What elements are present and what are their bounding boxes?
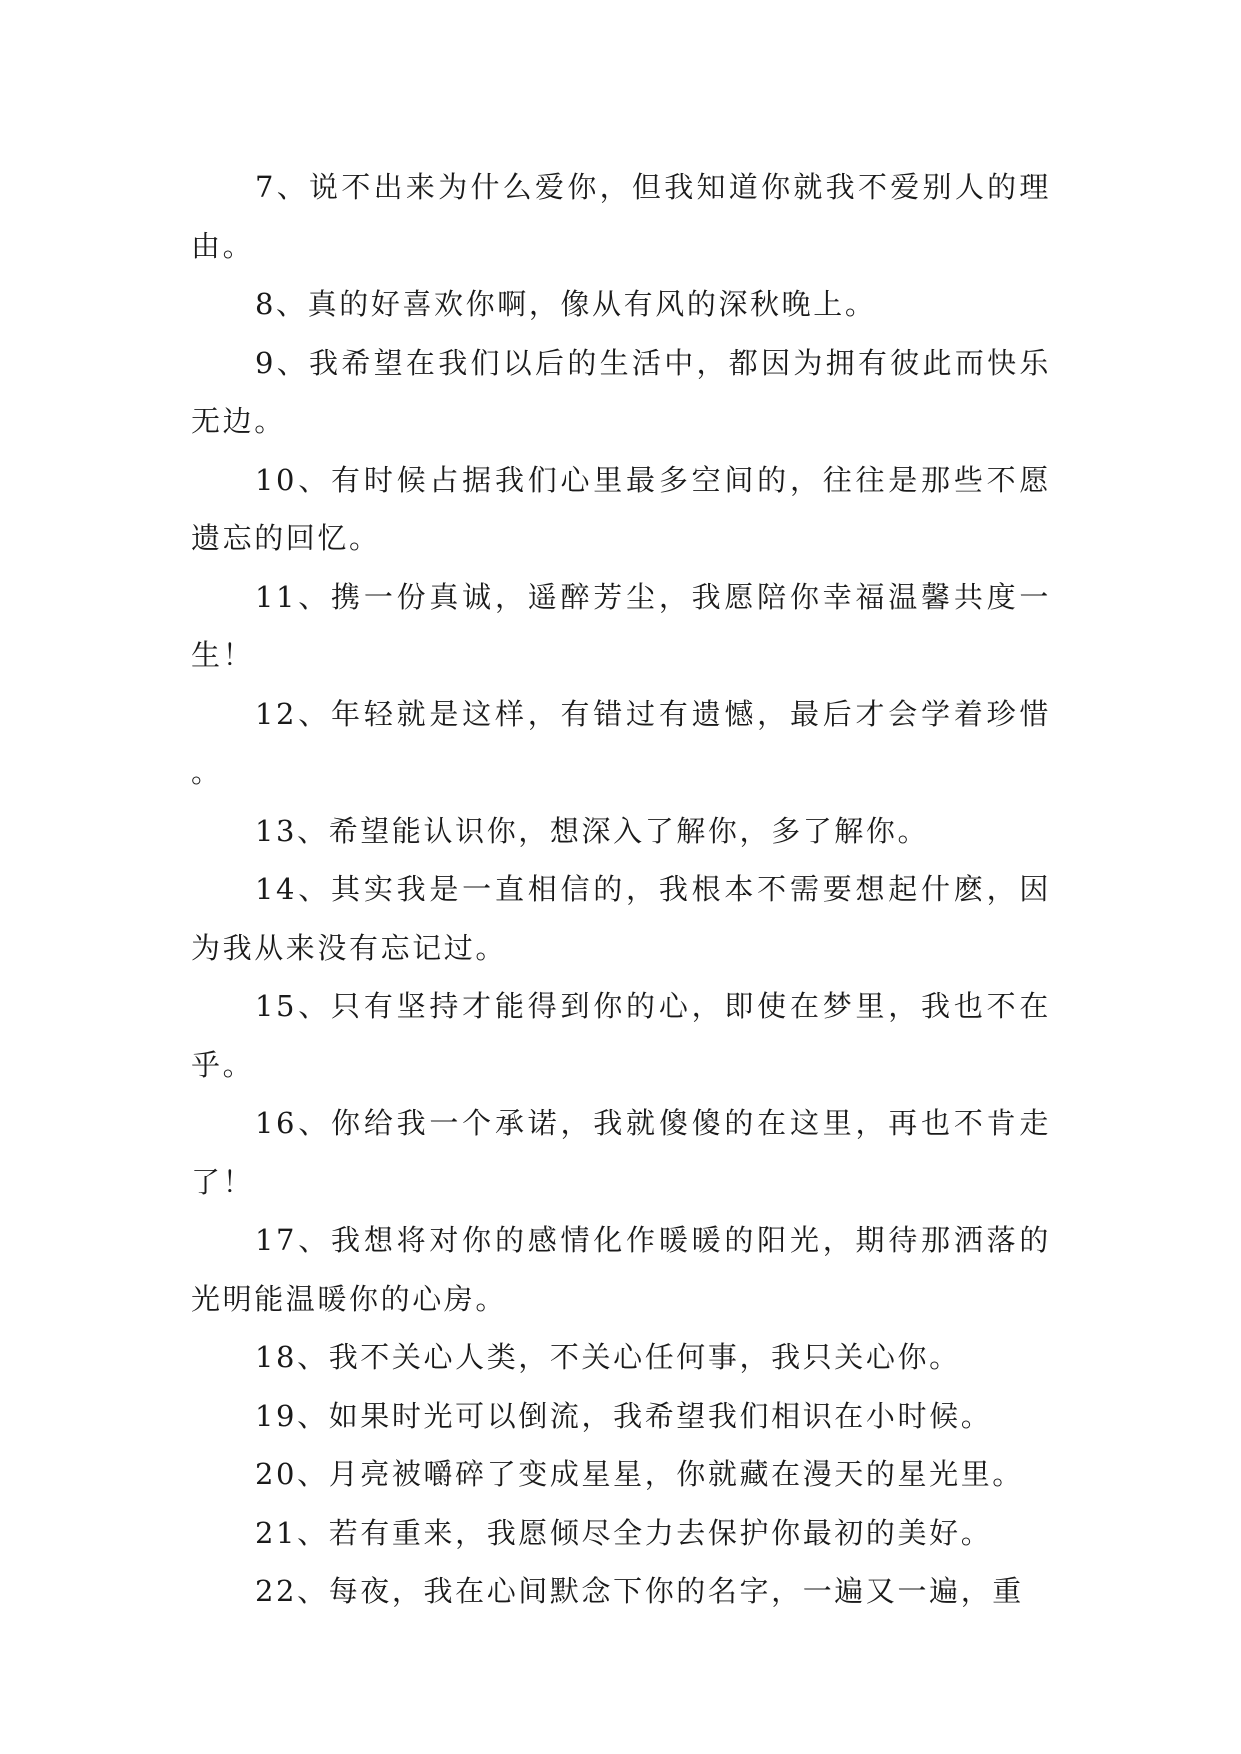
paragraph-22: 22、每夜，我在心间默念下你的名字，一遍又一遍，重 xyxy=(255,1574,1024,1608)
paragraph-18: 18、我不关心人类，不关心任何事，我只关心你。 xyxy=(255,1340,961,1374)
paragraph-14: 14、其实我是一直相信的，我根本不需要想起什麽，因为我从来没有忘记过。 xyxy=(191,872,1051,965)
paragraph-10: 10、有时候占据我们心里最多空间的，往往是那些不愿遗忘的回忆。 xyxy=(191,462,1051,555)
paragraph-17: 17、我想将对你的感情化作暖暖的阳光，期待那洒落的光明能温暖你的心房。 xyxy=(191,1223,1051,1316)
paragraph-19: 19、如果时光可以倒流，我希望我们相识在小时候。 xyxy=(255,1398,993,1433)
paragraph-16: 16、你给我一个承诺，我就傻傻的在这里，再也不肯走了！ xyxy=(191,1106,1051,1199)
paragraph-12: 12、年轻就是这样，有错过有遗憾，最后才会学着珍惜。 xyxy=(191,696,1051,789)
paragraph-11: 11、携一份真诚，遥醉芳尘，我愿陪你幸福温馨共度一生！ xyxy=(191,579,1051,672)
paragraph-8: 8、真的好喜欢你啊，像从有风的深秋晚上。 xyxy=(255,287,877,321)
paragraph-9: 9、我希望在我们以后的生活中，都因为拥有彼此而快乐无边。 xyxy=(191,345,1051,438)
paragraph-15: 15、只有坚持才能得到你的心，即使在梦里，我也不在乎。 xyxy=(191,989,1051,1082)
paragraph-20: 20、月亮被嚼碎了变成星星，你就藏在漫天的星光里。 xyxy=(255,1457,1024,1491)
paragraph-13: 13、希望能认识你，想深入了解你，多了解你。 xyxy=(255,813,930,848)
paragraph-21: 21、若有重来，我愿倾尽全力去保护你最初的美好。 xyxy=(255,1515,993,1550)
paragraph-7: 7、说不出来为什么爱你，但我知道你就我不爱别人的理由。 xyxy=(191,170,1051,263)
document-body xyxy=(191,158,1051,1621)
